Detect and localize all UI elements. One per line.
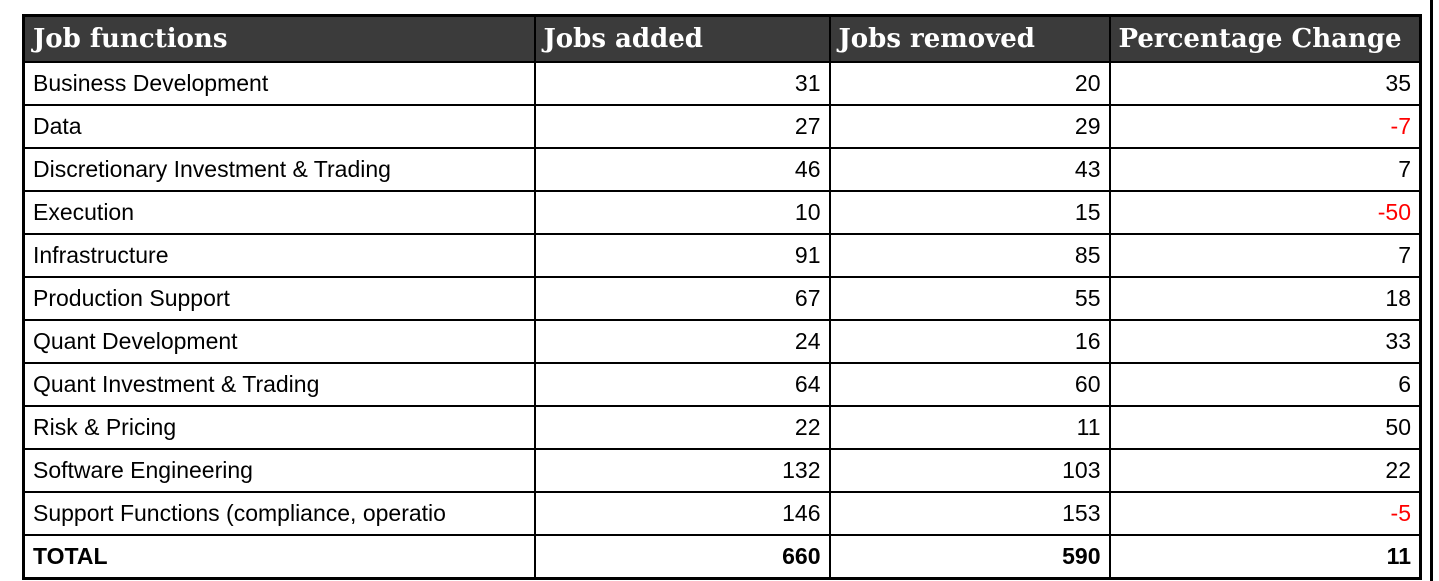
cell-job-function: Quant Development <box>24 320 535 363</box>
jobs-table <box>22 14 1422 580</box>
cell-jobs-removed: 20 <box>830 62 1110 105</box>
cell-job-function: Infrastructure <box>24 234 535 277</box>
cell-job-function: Discretionary Investment & Trading <box>24 148 535 191</box>
cell-percentage-change: 33 <box>1110 320 1421 363</box>
cell-jobs-added: 46 <box>535 148 830 191</box>
table-row <box>24 105 1421 148</box>
cell-jobs-removed: 590 <box>830 535 1110 579</box>
cell-percentage-change: 11 <box>1110 535 1421 579</box>
table-row <box>24 363 1421 406</box>
cell-jobs-added: 660 <box>535 535 830 579</box>
cell-jobs-added: 132 <box>535 449 830 492</box>
cell-jobs-added: 64 <box>535 363 830 406</box>
table-row <box>24 406 1421 449</box>
table-row <box>24 492 1421 535</box>
cell-jobs-removed: 15 <box>830 191 1110 234</box>
jobs-table-header <box>24 16 1421 63</box>
cell-jobs-removed: 60 <box>830 363 1110 406</box>
cell-jobs-added: 91 <box>535 234 830 277</box>
cell-jobs-removed: 29 <box>830 105 1110 148</box>
table-row <box>24 277 1421 320</box>
cell-jobs-added: 146 <box>535 492 830 535</box>
cell-percentage-change: 35 <box>1110 62 1421 105</box>
cell-jobs-removed: 153 <box>830 492 1110 535</box>
cell-jobs-added: 10 <box>535 191 830 234</box>
cell-job-function: Quant Investment & Trading <box>24 363 535 406</box>
table-row <box>24 62 1421 105</box>
cell-job-function: Data <box>24 105 535 148</box>
cell-jobs-removed: 16 <box>830 320 1110 363</box>
cell-jobs-added: 31 <box>535 62 830 105</box>
cell-jobs-added: 27 <box>535 105 830 148</box>
table-row <box>24 234 1421 277</box>
cell-jobs-removed: 55 <box>830 277 1110 320</box>
cell-jobs-removed: 11 <box>830 406 1110 449</box>
cell-percentage-change: 18 <box>1110 277 1421 320</box>
header-job-functions: Job functions <box>24 16 535 63</box>
cell-job-function: Risk & Pricing <box>24 406 535 449</box>
table-row <box>24 320 1421 363</box>
cell-percentage-change: 22 <box>1110 449 1421 492</box>
header-percentage-change: Percentage Change <box>1110 16 1421 63</box>
jobs-table-container <box>22 14 1422 580</box>
cell-job-function: Software Engineering <box>24 449 535 492</box>
header-jobs-removed: Jobs removed <box>830 16 1110 63</box>
cell-percentage-change: -5 <box>1110 492 1421 535</box>
cell-percentage-change: 7 <box>1110 148 1421 191</box>
cell-percentage-change: 50 <box>1110 406 1421 449</box>
cell-jobs-removed: 85 <box>830 234 1110 277</box>
table-row <box>24 148 1421 191</box>
header-jobs-added: Jobs added <box>535 16 830 63</box>
header-row <box>24 16 1421 63</box>
cell-jobs-removed: 43 <box>830 148 1110 191</box>
cell-job-function: Production Support <box>24 277 535 320</box>
cell-percentage-change: 6 <box>1110 363 1421 406</box>
cell-jobs-added: 67 <box>535 277 830 320</box>
cell-job-function: TOTAL <box>24 535 535 579</box>
cell-jobs-removed: 103 <box>830 449 1110 492</box>
table-row-total <box>24 535 1421 579</box>
cell-job-function: Execution <box>24 191 535 234</box>
cell-jobs-added: 22 <box>535 406 830 449</box>
cell-job-function: Support Functions (compliance, operatio <box>24 492 535 535</box>
jobs-table-body <box>24 62 1421 579</box>
cell-jobs-added: 24 <box>535 320 830 363</box>
cell-percentage-change: 7 <box>1110 234 1421 277</box>
cell-percentage-change: -50 <box>1110 191 1421 234</box>
window-right-border <box>1430 0 1433 581</box>
cell-percentage-change: -7 <box>1110 105 1421 148</box>
cell-job-function: Business Development <box>24 62 535 105</box>
table-row <box>24 449 1421 492</box>
table-row <box>24 191 1421 234</box>
